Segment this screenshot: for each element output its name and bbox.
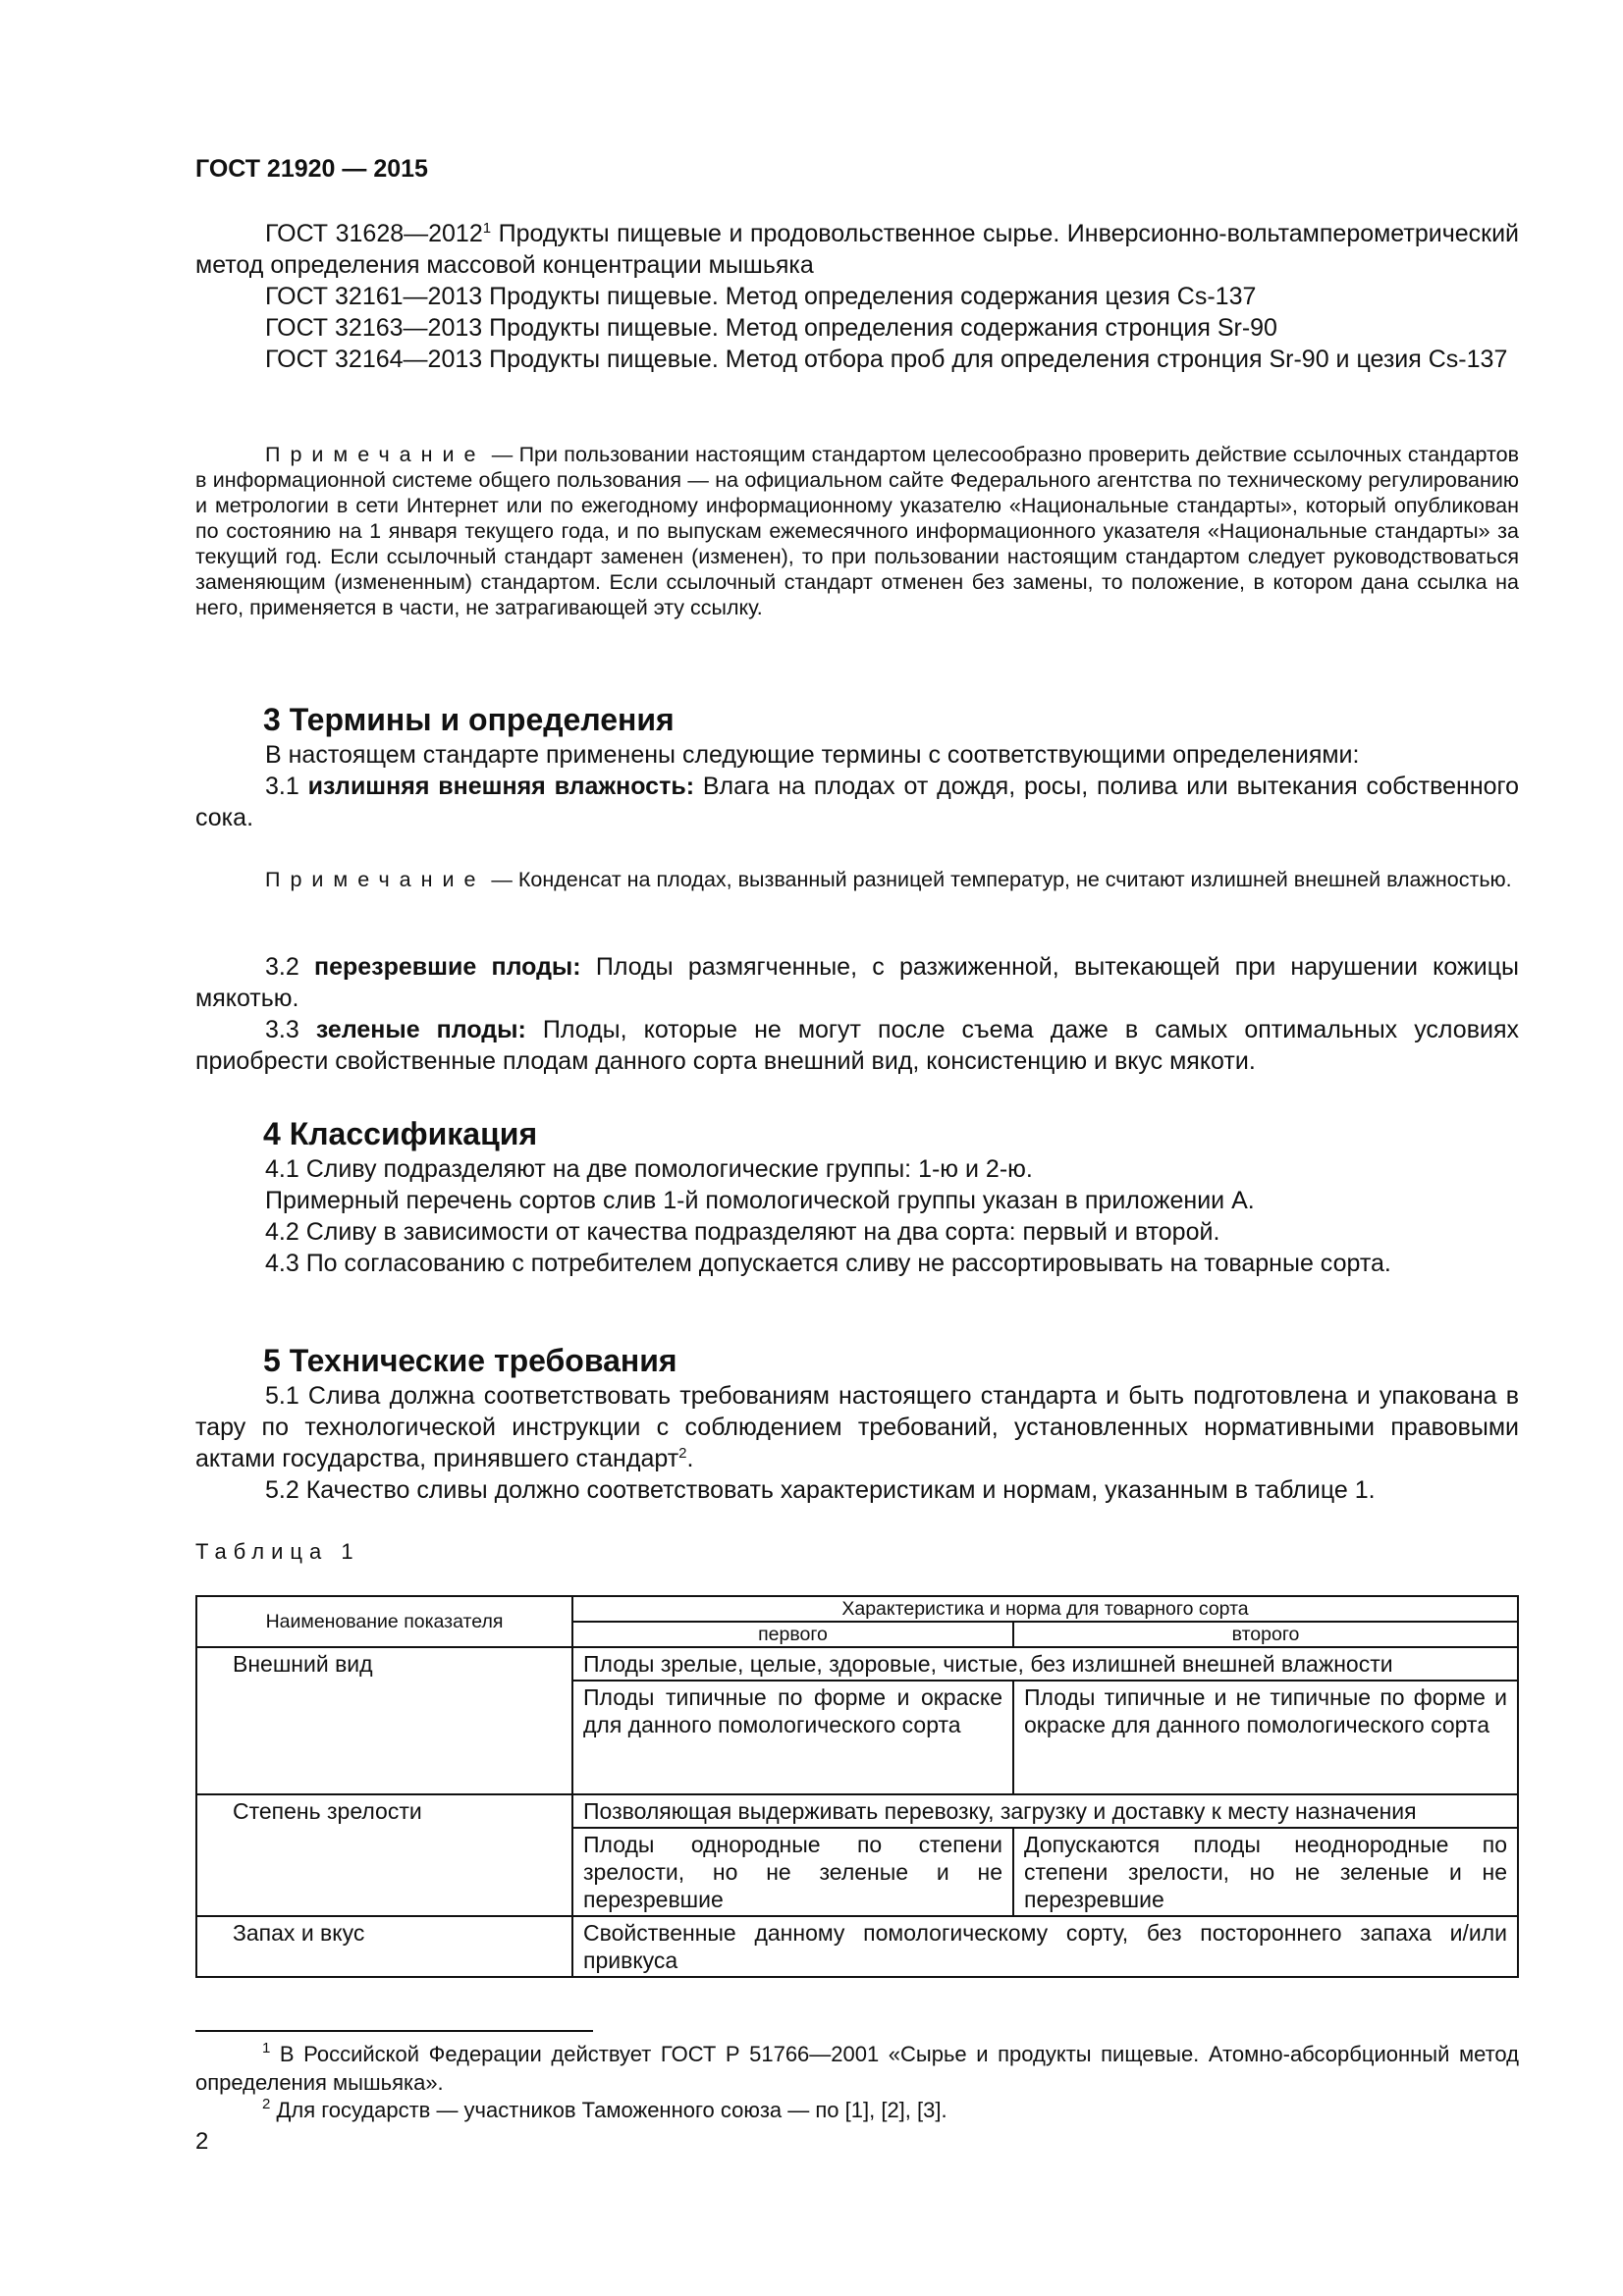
reference-text: Продукты пищевые и продовольственное сырье. Инверсионно-вольтамперометрический метод определения массовой концентрации мышьяка [195, 220, 1519, 279]
document-header: ГОСТ 21920 — 2015 [195, 155, 428, 183]
footnote-marker: 2 [678, 1445, 687, 1462]
note-paragraph [195, 867, 1519, 892]
reference-item [195, 218, 1519, 281]
paragraph-4-3: 4.3 По согласованию с потребителем допускается сливу не рассортировывать на товарные сорта. [265, 1250, 1391, 1277]
section-3-terms [195, 951, 1519, 1077]
paragraph-text: 5.1 Слива должна соответствовать требованиям настоящего стандарта и быть подготовлена и упакована в тару по технологической инструкции с соблюдением требований, установленных нормативными правовыми актами государства, принявшего стандарт [195, 1382, 1519, 1472]
table-row [196, 1647, 1518, 1681]
paragraph-4-1-list: Примерный перечень сортов слив 1-й помологической группы указан в приложении А. [265, 1187, 1255, 1214]
row-common-value: Свойственные данному помологическому сорту, без постороннего запаха и/или привкуса [572, 1916, 1518, 1977]
row-first-grade-value: Плоды однородные по степени зрелости, но не зеленые и не перезревшие [572, 1828, 1013, 1916]
reference-item: ГОСТ 32163—2013 Продукты пищевые. Метод определения содержания стронция Sr-90 [265, 314, 1277, 342]
term-number: 3.2 [265, 953, 314, 981]
section-4-body [195, 1153, 1519, 1279]
note-text: — При пользовании настоящим стандартом целесообразно проверить действие ссылочных стандартов в информационной системе общего пользования — на официальном сайте Федерального агентства по техническому регулированию и метрологии в сети Интернет или по ежегодному информационному указателю «Национальные стандарты», который опубликован по состоянию на 1 января текущего года, и по выпускам ежемесячного информационного указателя «Национальные стандарты» за текущий год. Если ссылочный стандарт заменен (изменен), то при пользовании настоящим стандартом следует руководствоваться заменяющим (измененным) стандартом. Если ссылочный стандарт отменен без замены, то положение, в котором дана ссылка на него, применяется в части, не затрагивающей эту ссылку. [195, 443, 1519, 619]
footnote-marker: 2 [262, 2096, 271, 2112]
footnote-marker: 1 [482, 220, 492, 237]
header-second-grade: второго [1013, 1622, 1518, 1647]
term-definition: Плоды, которые не могут после съема даже в самых оптимальных условиях приобрести свойственные плодам данного сорта внешний вид, консистенцию и вкус мякоти. [195, 1016, 1519, 1075]
term-number: 3.3 [265, 1016, 316, 1043]
footnote-paragraph [195, 2040, 1519, 2097]
table-row [196, 1916, 1518, 1977]
term-3-1 [195, 771, 1519, 833]
term-name: перезревшие плоды: [313, 953, 581, 981]
row-name: Запах и вкус [196, 1916, 572, 1977]
note-label: Примечание [265, 868, 486, 891]
table-row [196, 1794, 1518, 1828]
paragraph-4-1: 4.1 Сливу подразделяют на две помологические группы: 1-ю и 2-ю. [265, 1155, 1033, 1183]
term-number: 3.1 [265, 773, 308, 800]
row-second-grade-value: Плоды типичные и не типичные по форме и окраске для данного помологического сорта [1013, 1681, 1518, 1794]
row-name: Внешний вид [196, 1647, 572, 1794]
note-label: Примечание [265, 443, 486, 466]
header-indicator-name: Наименование показателя [196, 1596, 572, 1647]
row-common-value: Плоды зрелые, целые, здоровые, чистые, без излишней внешней влажности [572, 1647, 1518, 1681]
term-3-3 [195, 1014, 1519, 1077]
paragraph-5-2: 5.2 Качество сливы должно соответствовать характеристикам и нормам, указанным в таблице 1. [265, 1476, 1376, 1504]
section-3-title: 3 Термины и определения [263, 702, 675, 737]
footnote-text: Для государств — участников Таможенного союза — по [1], [2], [3]. [270, 2098, 947, 2122]
term-name: зеленые плоды: [315, 1016, 526, 1043]
note-text: — Конденсат на плодах, вызванный разницей температур, не считают излишней внешней влажностью. [485, 868, 1512, 891]
section-3-note [195, 867, 1519, 892]
note-block [195, 442, 1519, 620]
row-common-value: Позволяющая выдерживать перевозку, загрузку и доставку к месту назначения [572, 1794, 1518, 1828]
section-3-body [195, 739, 1519, 833]
section-3-intro: В настоящем стандарте применены следующие термины с соответствующими определениями: [265, 741, 1360, 769]
table-caption: Таблица 1 [195, 1539, 360, 1564]
section-4-title: 4 Классификация [263, 1116, 538, 1151]
reference-item: ГОСТ 32164—2013 Продукты пищевые. Метод отбора проб для определения стронция Sr-90 и цезия Cs-137 [265, 346, 1508, 373]
reference-code: ГОСТ 31628—2012 [265, 220, 483, 247]
page-number: 2 [195, 2128, 209, 2155]
row-name: Степень зрелости [196, 1794, 572, 1916]
paragraph-5-1 [195, 1380, 1519, 1474]
footnote-2 [195, 2096, 1519, 2124]
paragraph-end: . [686, 1445, 694, 1472]
footnote-marker: 1 [262, 2040, 271, 2056]
quality-table [195, 1595, 1519, 1978]
references-list [195, 218, 1519, 375]
reference-item: ГОСТ 32161—2013 Продукты пищевые. Метод определения содержания цезия Cs-137 [265, 283, 1257, 310]
term-3-2 [195, 951, 1519, 1014]
note-paragraph [195, 442, 1519, 620]
header-first-grade: первого [572, 1622, 1013, 1647]
header-grade-group: Характеристика и норма для товарного сорта [572, 1596, 1518, 1622]
section-5-body [195, 1380, 1519, 1506]
footnote-text: В Российской Федерации действует ГОСТ Р 51766—2001 «Сырье и продукты пищевые. Атомно-абсорбционный метод определения мышьяка». [195, 2042, 1519, 2095]
term-definition: Плоды размягченные, с разжиженной, вытекающей при нарушении кожицы мякотью. [195, 953, 1519, 1012]
row-second-grade-value: Допускаются плоды неоднородные по степени зрелости, но не зеленые и не перезревшие [1013, 1828, 1518, 1916]
row-first-grade-value: Плоды типичные по форме и окраске для данного помологического сорта [572, 1681, 1013, 1794]
table-header-row [196, 1596, 1518, 1622]
section-5-title: 5 Технические требования [263, 1343, 677, 1378]
footnote-separator [195, 2030, 593, 2032]
term-name: излишняя внешняя влажность: [307, 773, 695, 800]
paragraph-4-2: 4.2 Сливу в зависимости от качества подразделяют на два сорта: первый и второй. [265, 1218, 1220, 1246]
term-definition: Влага на плодах от дождя, росы, полива или вытекания собственного сока. [195, 773, 1520, 831]
footnote-1 [195, 2040, 1519, 2097]
footnote-paragraph [195, 2096, 1519, 2124]
